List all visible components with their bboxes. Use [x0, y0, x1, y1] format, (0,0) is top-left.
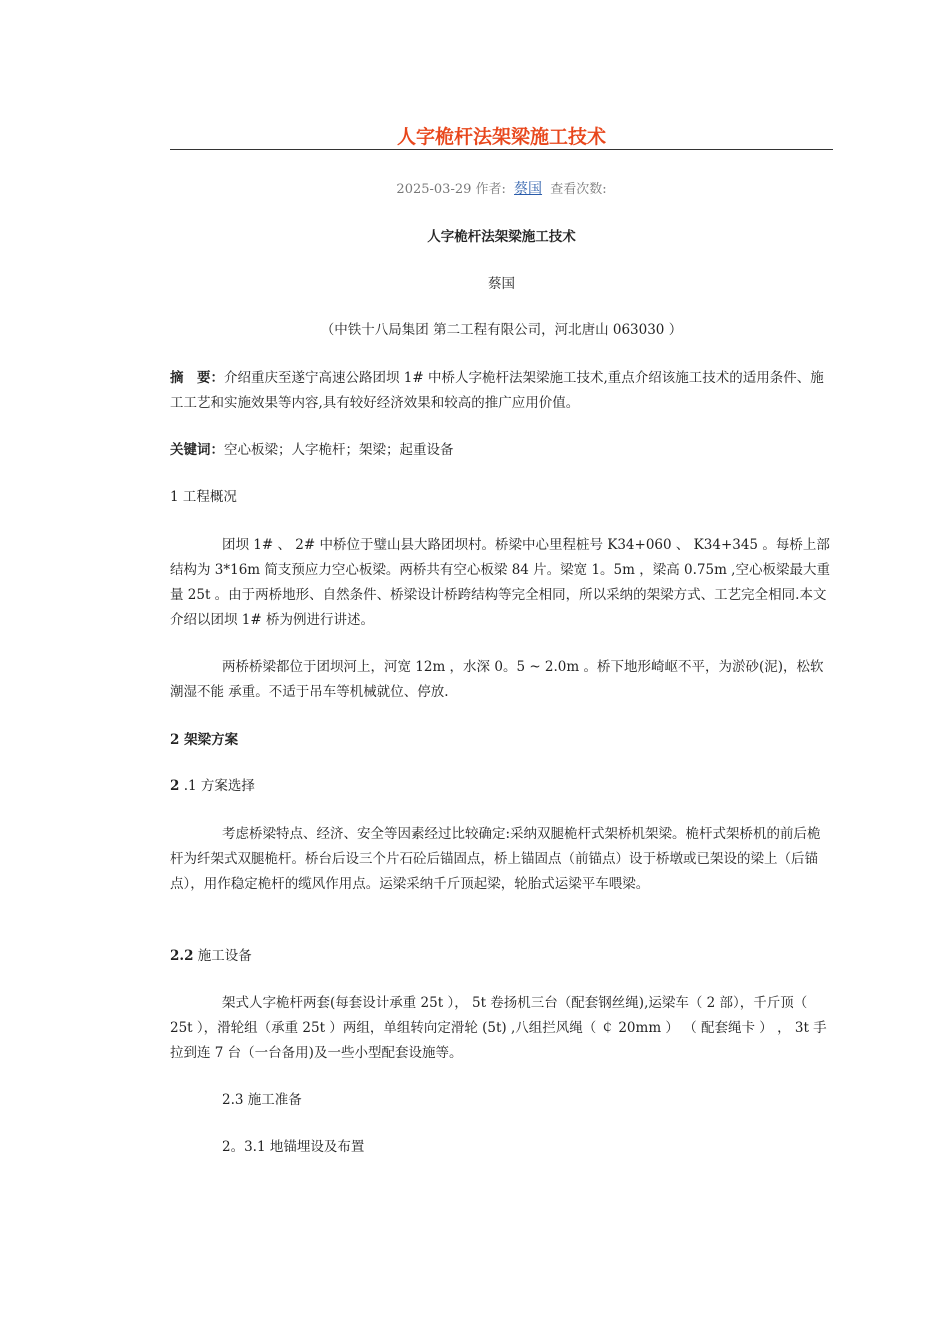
title-divider	[170, 149, 833, 150]
section-2-1-number: 2	[170, 778, 180, 794]
keywords	[170, 438, 833, 463]
section-2-heading: 2 架梁方案	[170, 732, 239, 748]
body-affiliation: （中铁十八局集团 第二工程有限公司，河北唐山 063030 ）	[320, 322, 683, 338]
keywords-text: 空心板梁；人字桅杆；架梁；起重设备	[224, 442, 454, 458]
keywords-label: 关键词：	[170, 442, 224, 458]
section-2-2-title: 施工设备	[193, 948, 252, 964]
section-2-2-heading	[170, 944, 833, 969]
section-2-2-paragraph: 架式人字桅杆两套(每套设计承重 25t ）， 5t 卷扬机三台（配套钢丝绳),运梁车（ 2 部），千斤顶（ 25t ），滑轮组（承重 25t ）两组，单组转向定滑轮 (5t) ,八组拦风绳（ ￠ 20mm ） （ 配套绳卡 ） ， 3t 手拉到连 7 台（一台备用)及一些小型配套设施等。	[170, 995, 827, 1061]
article-meta	[170, 178, 833, 198]
section-1-paragraph-1: 团坝 1# 、 2# 中桥位于璧山县大路团坝村。桥梁中心里程桩号 K34+060 、 K34+345 。每桥上部结构为 3*16m 简支预应力空心板梁。两桥共有空心板梁 84 片。梁宽 1。5m ，梁高 0.75m ,空心板梁最大重量 25t 。由于两桥地形、自然条件、桥梁设计桥跨结构等完全相同，所以采纳的架梁方式、工艺完全相同.本文介绍以团坝 1# 桥为例进行讲述。	[170, 537, 830, 628]
section-2-2-number: 2.2	[170, 948, 194, 964]
body-author: 蔡国	[488, 276, 515, 292]
abstract	[170, 366, 833, 416]
views-label: 查看次数:	[550, 182, 607, 197]
section-2-1-paragraph: 考虑桥梁特点、经济、安全等因素经过比较确定:采纳双腿桅杆式架桥机架梁。桅杆式架桥机的前后桅杆为纤架式双腿桅杆。桥台后设三个片石砼后锚固点，桥上锚固点（前锚点）设于桥墩或已架设的梁上（后锚点），用作稳定桅杆的缆风作用点。运梁采纳千斤顶起梁，轮胎式运梁平车喂梁。	[170, 826, 821, 892]
abstract-label: 摘 要：	[170, 370, 224, 386]
section-1-paragraph-2: 两桥桥梁都位于团坝河上，河宽 12m ，水深 0。5 ~ 2.0m 。桥下地形崎岖不平，为淤砂(泥)，松软潮湿不能 承重。不适于吊车等机械就位、停放.	[170, 659, 824, 700]
article-title: 人字桅杆法架梁施工技术	[396, 126, 606, 148]
section-2-3-1-heading: 2。3.1 地锚埋设及布置	[222, 1139, 365, 1155]
section-2-1-title: .1 方案选择	[179, 778, 255, 794]
article-date: 2025-03-29	[396, 182, 472, 197]
section-2-1-heading	[170, 774, 833, 799]
section-1-heading: 1 工程概况	[170, 489, 237, 505]
author-link[interactable]: 蔡国	[514, 181, 543, 197]
abstract-text: 介绍重庆至遂宁高速公路团坝 1# 中桥人字桅杆法架梁施工技术,重点介绍该施工技术的适用条件、施工工艺和实施效果等内容,具有较好经济效果和较高的推广应用价值。	[170, 370, 824, 411]
body-heading: 人字桅杆法架梁施工技术	[427, 229, 576, 245]
author-label: 作者:	[475, 182, 506, 197]
section-2-3-heading: 2.3 施工准备	[222, 1092, 302, 1108]
